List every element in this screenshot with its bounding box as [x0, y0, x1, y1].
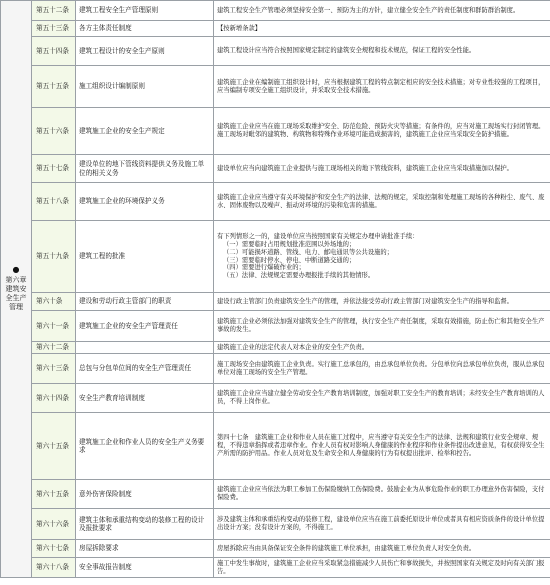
- table-row: [1, 155, 550, 183]
- article-title: 建筑工程的批准: [76, 221, 214, 293]
- article-content: 施工中发生事故时，建筑施工企业应当采取紧急措施减少人员伤亡和事故损失，并按照国家有关规定及时向有关部门报告。: [214, 558, 550, 578]
- table-row: [1, 413, 550, 480]
- table-row: [1, 480, 550, 509]
- article-title: 建筑工程设计的安全生产原则: [76, 37, 214, 66]
- article-content: 【按新增条款】: [214, 21, 550, 37]
- table-row: [1, 540, 550, 558]
- article-number: 第五十二条: [32, 1, 76, 21]
- article-number: 第五十五条: [32, 66, 76, 108]
- list-item: （一）需要临时占用规划批准范围以外场地的；: [223, 241, 356, 249]
- chapter-cell: [1, 1, 32, 578]
- article-number: 第六十七条: [32, 540, 76, 558]
- article-title: 建筑施工企业的安全生产规定: [76, 108, 214, 155]
- article-number: 第五十三条: [32, 21, 76, 37]
- article-title: 建筑施工企业的环境保护义务: [76, 183, 214, 221]
- article-content: 建筑施工企业在编制施工组织设计时，应当根据建筑工程的特点制定相应的安全技术措施；对专业性较强的工程项目，应当编制专项安全施工组织设计，并采取安全技术措施。: [214, 66, 550, 108]
- article-number: 第六十八条: [32, 558, 76, 578]
- article-number: 第五十四条: [32, 37, 76, 66]
- article-number: 第六十四条: [32, 384, 76, 413]
- article-title: [76, 342, 214, 354]
- table-row: [1, 37, 550, 66]
- table-row: [1, 1, 550, 21]
- article-title: 安全事故报告制度: [76, 558, 214, 578]
- article-number: 第六十一条: [32, 311, 76, 342]
- article-content: 建设单位应当向建筑施工企业提供与施工现场相关的地下管线资料，建筑施工企业应当采取措施加以保护。: [214, 155, 550, 183]
- article-title: 安全生产教育培训制度: [76, 384, 214, 413]
- article-number: 第五十八条: [32, 183, 76, 221]
- article-title: 建筑施工企业和作业人员的安全生产义务要求: [76, 413, 214, 480]
- article-number: 第五十七条: [32, 155, 76, 183]
- article-content: 建筑施工企业必须依法加强对建筑安全生产的管理，执行安全生产责任制度，采取有效措施，防止伤亡和其他安全生产事故的发生。: [214, 311, 550, 342]
- chapter-label: 第六章 建筑安全生产管理: [5, 275, 27, 312]
- table-row: [1, 21, 550, 37]
- table-row: [1, 293, 550, 311]
- list-intro: 有下列情形之一的，建设单位应当按照国家有关规定办理申请批准手续：: [217, 233, 419, 241]
- article-number: 第六十三条: [32, 354, 76, 384]
- article-content: 第四十七条 建筑施工企业和作业人员在施工过程中，应当遵守有关安全生产的法律、法规和建筑行业安全规章、规程，不得违章指挥或者违章作业。作业人员有权对影响人身健康的作业程序和作业条件提出改进意见，有权获得安全生产所需的防护用品。作业人员对危及生命安全和人身健康的行为有权提出批评、检举和控告。: [214, 413, 550, 480]
- table-row: [1, 354, 550, 384]
- article-content: 建筑施工企业应当依法为职工参加工伤保险缴纳工伤保险费。鼓励企业为从事危险作业的职工办理意外伤害保险，支付保险费。: [214, 480, 550, 509]
- article-number: 第六十二条: [32, 342, 76, 354]
- article-content: 建筑施工企业应当遵守有关环境保护和安全生产的法律、法规的规定，采取控制和处理施工现场的各种粉尘、废气、废水、固体废物以及噪声、振动对环境的污染和危害的措施。: [214, 183, 550, 221]
- article-content: 建筑施工企业应当建立健全劳动安全生产教育培训制度，加强对职工安全生产的教育培训；未经安全生产教育培训的人员，不得上岗作业。: [214, 384, 550, 413]
- article-number: 第六十六条: [32, 509, 76, 540]
- article-content: [214, 221, 550, 293]
- list-item: （五）法律、法规规定需要办理报批手续的其他情形。: [223, 271, 375, 279]
- table-row: [1, 558, 550, 578]
- article-number: 第五十六条: [32, 108, 76, 155]
- article-content: 建筑工程设计应当符合按照国家规定制定的建筑安全规程和技术规范，保证工程的安全性能。: [214, 37, 550, 66]
- table-row: [1, 66, 550, 108]
- article-content: 房屋拆除应当由具备保证安全条件的建筑施工单位承担，由建筑施工单位负责人对安全负责。: [214, 540, 550, 558]
- article-title: 建筑施工企业的安全生产管理责任: [76, 311, 214, 342]
- article-content: 施工现场安全由建筑施工企业负责。实行施工总承包的，由总承包单位负责。分包单位向总承包单位负责，服从总承包单位对施工现场的安全生产管理。: [214, 354, 550, 384]
- article-content: 建筑施工企业应当在施工现场采取维护安全、防范危险、预防火灾等措施；有条件的，应当对施工现场实行封闭管理。施工现场对毗邻的建筑物、构筑物和特殊作业环境可能造成损害的，建筑施工企业应当采取安全防护措施。: [214, 108, 550, 155]
- table-row: [1, 183, 550, 221]
- table-row: [1, 342, 550, 354]
- table-row: [1, 221, 550, 293]
- table-row: [1, 108, 550, 155]
- article-content: 建筑施工企业的法定代表人对本企业的安全生产负责。: [214, 342, 550, 354]
- article-title: 建筑工程安全生产管理原则: [76, 1, 214, 21]
- article-title: 建筑主体和承重结构变动的装修工程的设计及报批要求: [76, 509, 214, 540]
- article-content: 涉及建筑主体和承重结构变动的装修工程，建设单位应当在施工前委托原设计单位或者具有相应资质条件的设计单位提出设计方案；没有设计方案的，不得施工。: [214, 509, 550, 540]
- list-item: （三）需要临时停水、停电、中断道路交通的；: [223, 256, 356, 264]
- article-content: 建设行政主管部门负责建筑安全生产的管理，并依法接受劳动行政主管部门对建筑安全生产的指导和监督。: [214, 293, 550, 311]
- article-title: 各方主体责任制度: [76, 21, 214, 37]
- list-item: （四）需要进行爆破作业的；: [223, 264, 305, 272]
- article-title: 建设和劳动行政主管部门的职责: [76, 293, 214, 311]
- article-content: 建筑工程安全生产管理必须坚持安全第一、预防为主的方针，建立健全安全生产的责任制度和群防群治制度。: [214, 1, 550, 21]
- article-title: 施工组织设计编制原则: [76, 66, 214, 108]
- article-title: 房屋拆除要求: [76, 540, 214, 558]
- article-number: 第六十条: [32, 293, 76, 311]
- article-title: 总包与分包单位间的安全生产管理责任: [76, 354, 214, 384]
- bullet-icon: ●: [12, 264, 20, 274]
- article-title: 意外伤害保险制度: [76, 480, 214, 509]
- article-title: 建设单位的地下管线资料提供义务及施工单位的相关义务: [76, 155, 214, 183]
- article-number: 第五十九条: [32, 221, 76, 293]
- table-row: [1, 311, 550, 342]
- list-item: （二）可能损坏道路、管线、电力、邮电通讯等公共设施的；: [223, 248, 394, 256]
- article-number: 第六十五条: [32, 480, 76, 509]
- article-number: 第六十五条: [32, 413, 76, 480]
- table-row: [1, 384, 550, 413]
- table-row: [1, 509, 550, 540]
